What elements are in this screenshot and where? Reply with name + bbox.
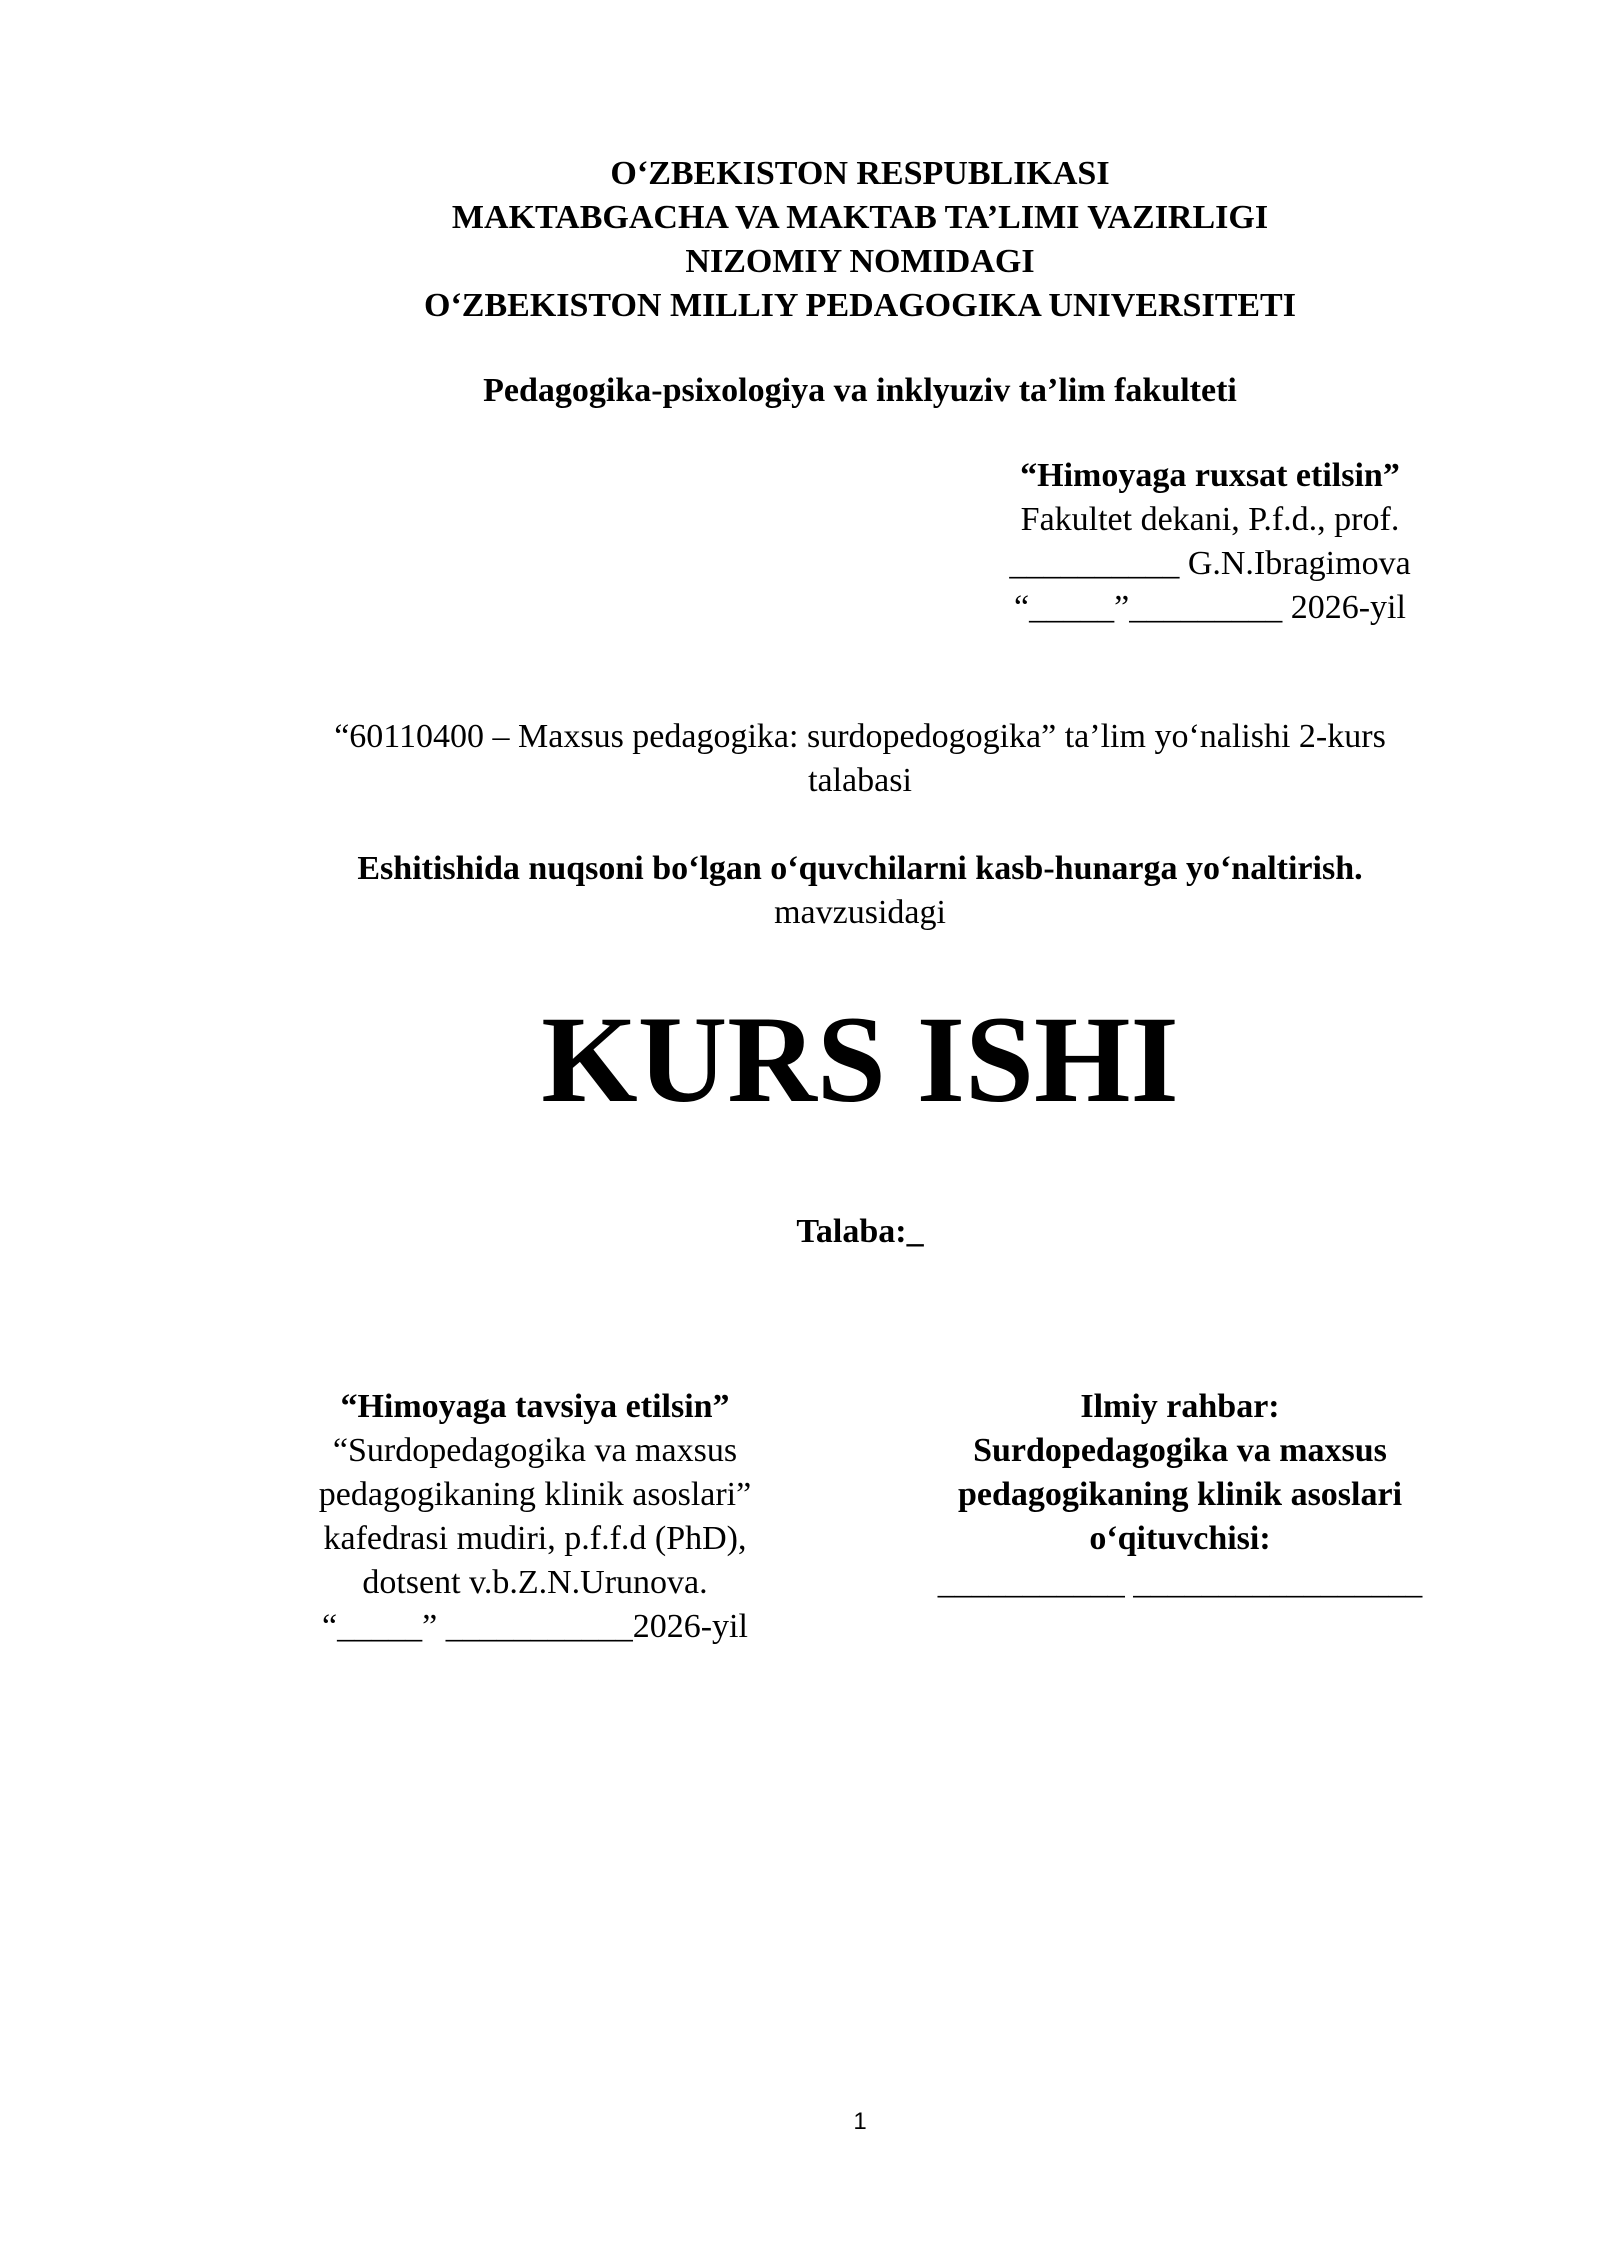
student-label: Talaba:_ [796,1213,924,1250]
approval-title: “Himoyaga ruxsat etilsin” [1020,457,1400,494]
approval-signature: __________ G.N.Ibragimova [1009,545,1411,582]
header-named-after: NIZOMIY NOMIDAGI [685,243,1035,280]
institution-header [200,152,1520,328]
recommendation-block [260,1385,810,1649]
header-country: O‘ZBEKISTON RESPUBLIKASI [610,155,1110,192]
approval-block [970,454,1450,630]
approval-date: “_____”_________ 2026-yil [1014,589,1406,626]
advisor-line: pedagogikaning klinik asoslari [957,1476,1403,1513]
advisor-title: Ilmiy rahbar: [1080,1388,1280,1425]
approval-position: Fakultet dekani, P.f.d., prof. [1020,501,1400,538]
page-number: 1 [853,2108,867,2135]
recommendation-date: “_____” ___________2026-yil [322,1608,748,1645]
recommendation-line: dotsent v.b.Z.N.Urunova. [362,1564,708,1601]
recommendation-line: kafedrasi mudiri, p.f.f.d (PhD), [323,1520,747,1557]
header-university: O‘ZBEKISTON MILLIY PEDAGOGIKA UNIVERSITETI [424,287,1296,324]
topic-block [230,847,1490,935]
program-statement [230,715,1490,803]
advisor-line: Surdopedagogika va maxsus [973,1432,1387,1469]
program-line-student: talabasi [808,762,912,799]
advisor-signature: ___________ _________________ [937,1564,1423,1601]
topic-suffix: mavzusidagi [774,894,946,931]
topic-title: Eshitishida nuqsoni bo‘lgan o‘quvchilarni kasb-hunarga yo‘naltirish. [357,850,1363,887]
advisor-block [870,1385,1490,1605]
recommendation-title: “Himoyaga tavsiya etilsin” [340,1388,730,1425]
advisor-line: o‘qituvchisi: [1089,1520,1271,1557]
program-line: “60110400 – Maxsus pedagogika: surdopedogogika” ta’lim yo‘nalishi 2-kurs [334,718,1386,755]
header-ministry: MAKTABGACHA VA MAKTAB TA’LIMI VAZIRLIGI [451,199,1269,236]
recommendation-line: “Surdopedagogika va maxsus [332,1432,738,1469]
faculty-name: Pedagogika-psixologiya va inklyuziv ta’lim fakulteti [483,372,1237,409]
recommendation-line: pedagogikaning klinik asoslari” [318,1476,752,1513]
document-title: KURS ISHI [541,991,1179,1128]
